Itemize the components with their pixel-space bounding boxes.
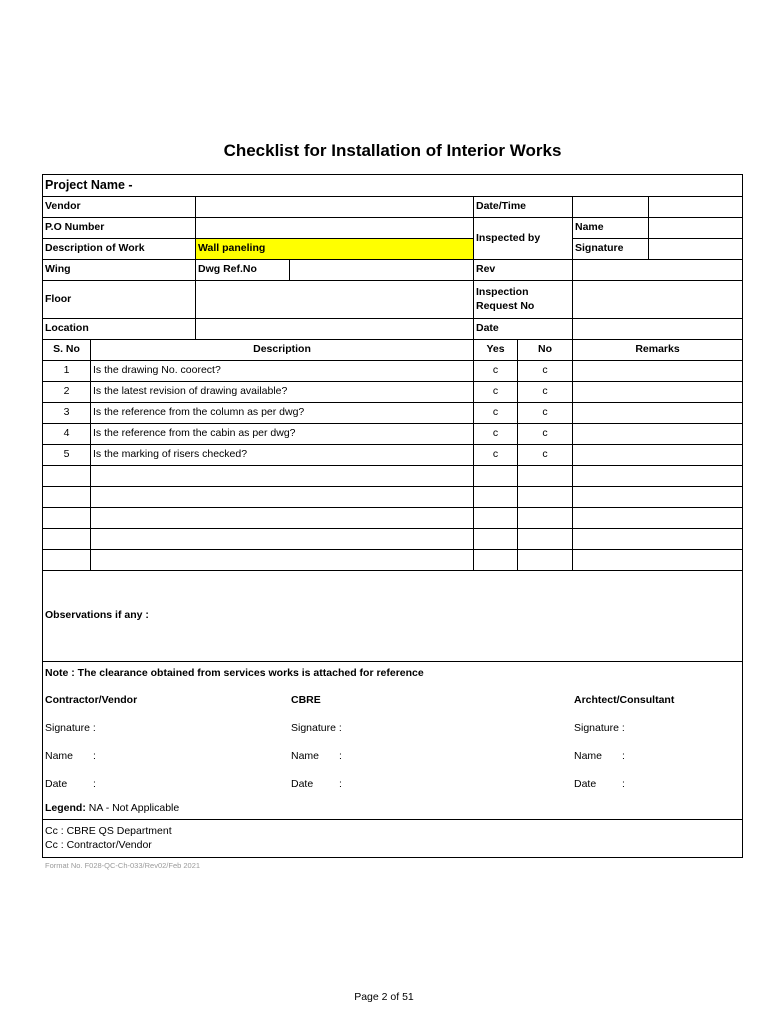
legend-text: NA - Not Applicable [88,802,180,814]
row-no-checkbox[interactable] [517,507,572,528]
row-remarks-field[interactable] [572,402,742,423]
description-of-work-label: Description of Work [43,238,195,259]
cc-line: Cc : CBRE QS Department [45,825,172,838]
signoff-party-contractor: Contractor/Vendor [45,694,138,706]
row-no-checkbox[interactable] [517,465,572,486]
dwg-ref-label: Dwg Ref.No [195,259,289,280]
row-no-checkbox[interactable]: c [517,402,572,423]
row-description: Is the latest revision of drawing available? [90,381,473,402]
page-title: Checklist for Installation of Interior Works [223,141,562,160]
consultant-name-label: Name [574,750,603,762]
row-yes-checkbox[interactable] [473,465,517,486]
observations-section[interactable] [43,570,742,661]
cc-line: Cc : Contractor/Vendor [45,838,152,851]
row-yes-checkbox[interactable] [473,486,517,507]
row-sno [43,507,90,528]
cbre-name-label: Name [291,750,320,762]
row-description: Is the marking of risers checked? [90,444,473,465]
rev-field[interactable] [572,259,742,280]
col-header-no: No [517,339,572,360]
contractor-signature-label: Signature : [45,722,96,734]
contractor-name-colon: : [93,750,96,762]
row-description[interactable] [90,465,473,486]
inspection-request-label [473,280,572,318]
legend-label: Legend: [45,802,86,814]
cc-section [43,819,742,857]
consultant-name-colon: : [622,750,625,762]
row-sno [43,549,90,570]
contractor-date-label: Date [45,778,68,790]
cbre-name-colon: : [339,750,342,762]
row-yes-checkbox[interactable] [473,528,517,549]
row-remarks-field[interactable] [572,549,742,570]
row-description[interactable] [90,507,473,528]
row-sno: 4 [43,423,90,444]
row-no-checkbox[interactable] [517,486,572,507]
row-remarks-field[interactable] [572,528,742,549]
inspector-name-label: Name [572,217,648,238]
contractor-name-label: Name [45,750,74,762]
row-sno: 3 [43,402,90,423]
row-remarks-field[interactable] [572,360,742,381]
po-number-label: P.O Number [43,217,195,238]
row-no-checkbox[interactable]: c [517,444,572,465]
row-sno: 1 [43,360,90,381]
col-header-remarks: Remarks [572,339,742,360]
inspector-signature-label: Signature [572,238,648,259]
signoff-party-cbre: CBRE [291,694,321,706]
row-yes-checkbox[interactable] [473,549,517,570]
floor-label: Floor [43,280,195,318]
project-name-row [43,175,742,196]
row-no-checkbox[interactable] [517,549,572,570]
row-no-checkbox[interactable]: c [517,360,572,381]
observations-label: Observations if any : [45,609,149,622]
row-description[interactable] [90,528,473,549]
row-no-checkbox[interactable]: c [517,423,572,444]
row-remarks-field[interactable] [572,381,742,402]
location-label: Location [43,318,195,339]
row-no-checkbox[interactable] [517,528,572,549]
cbre-date-colon: : [339,778,342,790]
date-label: Date [473,318,572,339]
checklist-form [42,174,743,858]
inspection-request-field[interactable] [572,280,742,318]
row-description: Is the reference from the cabin as per dwg? [90,423,473,444]
row-remarks-field[interactable] [572,507,742,528]
row-yes-checkbox[interactable]: c [473,423,517,444]
floor-field[interactable] [195,280,473,318]
contractor-date-colon: : [93,778,96,790]
cbre-date-label: Date [291,778,314,790]
row-no-checkbox[interactable]: c [517,381,572,402]
date-time-field-2[interactable] [648,196,742,217]
row-description: Is the drawing No. coorect? [90,360,473,381]
vendor-field[interactable] [195,196,473,217]
col-header-description: Description [90,339,473,360]
row-sno: 2 [43,381,90,402]
page-number: Page 2 of 51 [354,991,414,1003]
row-sno [43,528,90,549]
inspected-by-label: Inspected by [473,217,572,259]
row-sno [43,486,90,507]
wing-label: Wing [43,259,195,280]
row-description[interactable] [90,549,473,570]
vendor-label: Vendor [43,196,195,217]
row-sno [43,465,90,486]
row-yes-checkbox[interactable] [473,507,517,528]
dwg-ref-field[interactable] [289,259,473,280]
po-number-field[interactable] [195,217,473,238]
row-yes-checkbox[interactable]: c [473,381,517,402]
date-time-field[interactable] [572,196,648,217]
row-yes-checkbox[interactable]: c [473,402,517,423]
consultant-date-colon: : [622,778,625,790]
date-time-label: Date/Time [473,196,572,217]
signoff-party-consultant: Archtect/Consultant [574,694,675,706]
description-of-work-value[interactable]: Wall paneling [195,238,473,259]
signoff-section [43,661,742,819]
row-sno: 5 [43,444,90,465]
consultant-date-label: Date [574,778,597,790]
cbre-signature-label: Signature : [291,722,342,734]
date-field[interactable] [572,318,742,339]
row-remarks-field[interactable] [572,465,742,486]
row-description: Is the reference from the column as per dwg? [90,402,473,423]
inspector-signature-field[interactable] [648,238,742,259]
inspection-request-label-line1: Inspection [476,286,529,299]
inspection-request-label-line2: Request No [476,299,535,312]
rev-label: Rev [473,259,572,280]
row-remarks-field[interactable] [572,423,742,444]
col-header-yes: Yes [473,339,517,360]
row-description[interactable] [90,486,473,507]
row-yes-checkbox[interactable]: c [473,360,517,381]
format-number: Format No. F028-QC-Ch-033/Rev02/Feb 2021 [45,861,201,870]
row-remarks-field[interactable] [572,444,742,465]
vendor-row [43,196,742,217]
location-field[interactable] [195,318,473,339]
note-text: Note : The clearance obtained from services works is attached for reference [45,667,424,679]
consultant-signature-label: Signature : [574,722,625,734]
row-yes-checkbox[interactable]: c [473,444,517,465]
col-header-sno: S. No [43,339,90,360]
project-name-label: Project Name - [45,177,133,192]
legend [45,802,179,815]
inspector-name-field[interactable] [648,217,742,238]
row-remarks-field[interactable] [572,486,742,507]
